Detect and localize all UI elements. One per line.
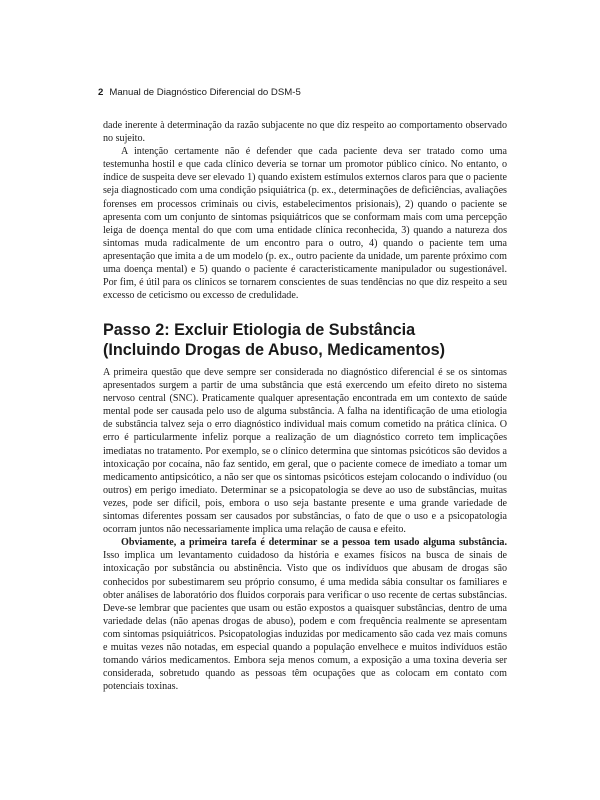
section-paragraph-2	[103, 536, 507, 693]
running-header	[98, 86, 518, 100]
section-heading	[103, 320, 523, 360]
section-paragraph-2-body: Isso implica um levantamento cuidadoso da história e exames físicos na busca de sinais de intoxicação por substância ou abstinência. Visto que os indivíduos que abusam de drogas são conhecidos por subestimarem seu próprio consumo, é uma medida sábia consultar os familiares e obter análises de laboratório dos fluidos corporais para verificar o uso recente de certas substâncias. Deve-se lembrar que pacientes que usam ou estão expostos a quaisquer substâncias, dentro de uma variedade delas (não apenas drogas de abuso), podem e com frequência realmente se apresentam com sintomas psiquiátricos. Psicopatologias induzidas por medicamento são cada vez mais comuns e muitas vezes não notadas, em especial quando a população envelhece e muitos indivíduos estão tomando vários medicamentos. Embora seja menos comum, a exposição a uma toxina deveria ser considerada, sobretudo quando as pessoas têm ocupações que as colocam em contato com potenciais toxinas.	[103, 550, 507, 693]
intro-paragraph-continuation: dade inerente à determinação da razão subjacente no que diz respeito ao comportamento observado no sujeito.	[103, 120, 507, 145]
intro-text-block	[103, 119, 507, 302]
book-title: Manual de Diagnóstico Diferencial do DSM-5	[109, 87, 301, 98]
intro-paragraph-suspicion: A intenção certamente não é defender que cada paciente deva ser tratado como uma testemunha hostil e que cada clínico deveria se tornar um promotor público cínico. No entanto, o índice de suspeita deve ser elevado 1) quando existem estímulos externos claros para que o paciente seja diagnosticado com uma condição psiquiátrica (p. ex., determinações de deficiências, avaliações forenses em processos criminais ou civis, estabelecimentos prisionais), 2) quando o paciente se apresenta com um conjunto de sintomas psiquiátricos que se conformam mais com uma percepção leiga de doença mental do que com uma entidade clínica reconhecida, 3) quando a natureza dos sintomas muda radicalmente de um encontro para o outro, 4) quando o paciente tem uma apresentação que imita a de um modelo (p. ex., outro paciente da unidade, um parente próximo com uma doença mental) e 5) quando o paciente é caracteristicamente manipulador ou sugestionável. Por fim, é útil para os clínicos se tornarem conscientes de suas tendências no que diz respeito a seu excesso de ceticismo ou excesso de credulidade.	[103, 146, 507, 302]
section-paragraph-1: A primeira questão que deve sempre ser considerada no diagnóstico diferencial é se os sintomas apresentados surgem a partir de uma substância que está exercendo um efeito direto no sistema nervoso central (SNC). Praticamente qualquer apresentação encontrada em um contexto de saúde mental pode ser causada pelo uso de alguma substância. A falha na identificação de uma etiologia de substância talvez seja o erro diagnóstico individual mais comum cometido na prática clínica. O erro é particularmente infeliz porque a realização de um diagnóstico correto tem implicações imediatas no tratamento. Por exemplo, se o clínico determina que sintomas psicóticos são devidos a intoxicação por cocaína, não faz sentido, em geral, que o paciente comece de imediato a tomar um medicamento antipsicótico, a não ser que os sintomas psicóticos estejam colocando o indivíduo (ou outros) em perigo imediato. Determinar se a psicopatologia se deve ao uso de substâncias, muitas vezes, pode ser difícil, pois, embora o uso seja bastante presente e uma grande variedade de sintomas diferentes possam ser causados por substâncias, o fato de que o uso e a psicopatologia ocorram juntos não necessariamente implica uma relação de causa e efeito.	[103, 367, 507, 536]
section-heading-line-2: (Incluindo Drogas de Abuso, Medicamentos)	[103, 341, 446, 359]
section-paragraph-2-lead: Obviamente, a primeira tarefa é determinar se a pessoa tem usado alguma substância.	[121, 537, 507, 549]
page-number: 2	[98, 87, 104, 98]
section-text-block	[103, 366, 507, 693]
section-heading-line-1: Passo 2: Excluir Etiologia de Substância	[103, 321, 416, 339]
